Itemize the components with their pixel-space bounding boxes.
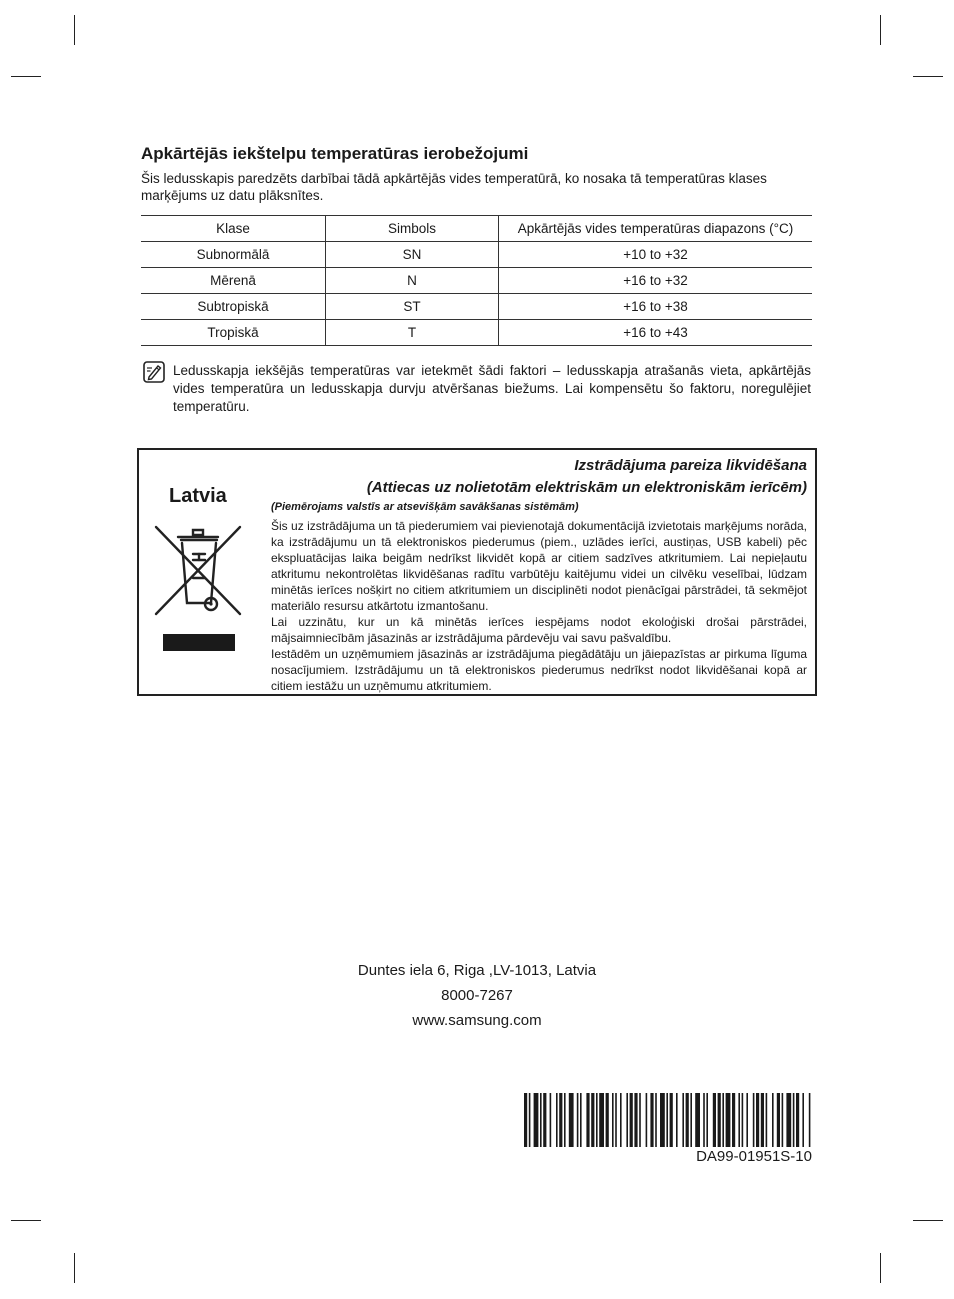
barcode-bar xyxy=(718,1093,721,1147)
barcode-bar xyxy=(796,1093,799,1147)
table-row xyxy=(141,320,812,346)
cell-range: +16 to +32 xyxy=(499,268,813,294)
barcode-bar xyxy=(529,1093,531,1147)
barcode-bar xyxy=(726,1093,731,1147)
address: Duntes iela 6, Riga ,LV-1013, Latvia xyxy=(357,962,597,979)
barcode-bar xyxy=(591,1093,594,1147)
crop-mark xyxy=(913,1220,943,1221)
column-header-symbol: Simbols xyxy=(326,216,499,242)
cell-range: +16 to +43 xyxy=(499,320,813,346)
barcode-bar xyxy=(756,1093,759,1147)
barcode-bar xyxy=(706,1093,708,1147)
cell-symbol: ST xyxy=(326,294,499,320)
barcode-bar xyxy=(634,1093,637,1147)
weee-applicability-note: (Piemērojams valstīs ar atsevišķām savākšanas sistēmām) xyxy=(271,501,579,513)
weee-paragraph: Iestādēm un uzņēmumiem jāsazinās ar izstrādājuma piegādātāju un jāiepazīstas ar pirkuma līguma nosacījumiem. Izstrādājumu un tā elektroniskos piederumus nedrīkst nodot likvidēšanai kopā ar citiem iestāžu un uzņēmumu atkritumiem. xyxy=(271,647,807,693)
barcode-bar xyxy=(524,1093,527,1147)
weee-title-line1: Izstrādājuma pareiza likvidēšana xyxy=(574,457,807,474)
phone-number: 8000-7267 xyxy=(441,987,513,1004)
column-header-class: Klase xyxy=(141,216,326,242)
cell-class: Subtropiskā xyxy=(141,294,326,320)
barcode-bar xyxy=(615,1093,617,1147)
barcode-bar xyxy=(676,1093,678,1147)
note-text: Ledusskapja iekšējās temperatūras var ietekmēt šādi faktori – ledusskapja atrašanās vieta, apkārtējās vides temperatūra un ledusskapja durvju atvēršanas biežums. Lai kompensētu šo faktoru, noregulējiet temperatūru. xyxy=(173,363,811,414)
barcode-bar xyxy=(703,1093,705,1147)
barcode-bar xyxy=(580,1093,582,1147)
cell-class: Mērenā xyxy=(141,268,326,294)
barcode-bar xyxy=(559,1093,562,1147)
barcode-bar xyxy=(540,1093,542,1147)
note-pencil-icon xyxy=(143,361,165,383)
barcode-bar xyxy=(738,1093,740,1147)
barcode-bar xyxy=(777,1093,780,1147)
table-header-row xyxy=(141,216,812,242)
cell-range: +10 to +32 xyxy=(499,242,813,268)
weee-title xyxy=(271,455,807,499)
barcode-bar xyxy=(713,1093,716,1147)
barcode-bar xyxy=(543,1093,546,1147)
document-code: DA99-01951S-10 xyxy=(696,1148,812,1165)
barcode-bar xyxy=(606,1093,609,1147)
barcode-bar xyxy=(666,1093,668,1147)
website-link[interactable]: www.samsung.com xyxy=(412,1012,542,1029)
barcode-bar xyxy=(722,1093,724,1147)
country-label: Latvia xyxy=(169,485,227,507)
crop-mark xyxy=(880,1253,881,1283)
barcode-bar xyxy=(612,1093,614,1147)
barcode-bar xyxy=(596,1093,598,1147)
barcode-bar xyxy=(682,1093,684,1147)
barcode-bar xyxy=(782,1093,784,1147)
cell-class: Subnormālā xyxy=(141,242,326,268)
barcode-bar xyxy=(630,1093,633,1147)
crop-mark xyxy=(913,76,943,77)
cell-symbol: SN xyxy=(326,242,499,268)
table-row xyxy=(141,242,812,268)
weee-paragraph: Šis uz izstrādājuma un tā piederumiem vai pievienotajā dokumentācijā izvietotais marķējums norāda, ka izstrādājumu un tā elektroniskos piederumus (piem., uzlādes ierīci, austiņas, USB kabeli) pēc ekspluatācijas laika beigām nedrīkst likvidēt kopā ar citiem sadzīves atkritumiem. Lai nepieļautu atkritumu nekontrolētas likvidēšanas radītu varbūtēju kaitējumu videi un cilvēku veselībai, lūdzam minētās ierīces nošķirt no citiem atkritumiem un disciplinēti nodot pienācīgai pārstrādei, tā sekmējot materiālo resursu atkārtotu izmantošanu. xyxy=(271,519,807,613)
barcode-bar xyxy=(564,1093,566,1147)
crop-mark xyxy=(74,1253,75,1283)
section-title: Apkārtējās iekštelpu temperatūras ierobežojumi xyxy=(141,144,529,163)
weee-body xyxy=(271,518,807,694)
barcode-bar xyxy=(620,1093,622,1147)
temperature-class-table xyxy=(141,215,812,346)
barcode-bar xyxy=(550,1093,552,1147)
barcode-bar xyxy=(556,1093,558,1147)
barcode-bar xyxy=(786,1093,791,1147)
crossed-out-wheelie-bin-icon xyxy=(153,524,243,618)
crop-mark xyxy=(880,15,881,45)
weee-title-line2: (Attiecas uz nolietotām elektriskām un elektroniskām ierīcēm) xyxy=(366,479,807,496)
barcode-bar xyxy=(766,1093,768,1147)
column-header-range: Apkārtējās vides temperatūras diapazons (°C) xyxy=(499,216,813,242)
barcode-bar xyxy=(670,1093,673,1147)
weee-paragraph: Lai uzzinātu, kur un kā minētās ierīces iespējams nodot ekoloģiski drošai pārstrādei, mājsaimniecībām jāsazinās ar izstrādājuma pārdevēju vai savu pašvaldību. xyxy=(271,615,807,645)
barcode-bar xyxy=(695,1093,700,1147)
black-bar xyxy=(163,634,235,651)
barcode-bar xyxy=(655,1093,657,1147)
barcode-bar xyxy=(569,1093,574,1147)
barcode-bar xyxy=(686,1093,689,1147)
table-row xyxy=(141,294,812,320)
intro-text: Šis ledusskapis paredzēts darbībai tādā apkārtējās vides temperatūrā, ko nosaka tā temperatūras klases marķējums uz datu plāksnītes. xyxy=(141,171,767,203)
barcode-bar xyxy=(577,1093,579,1147)
barcode-bar xyxy=(772,1093,774,1147)
barcode-bar xyxy=(599,1093,604,1147)
barcode-bar xyxy=(660,1093,665,1147)
crop-mark xyxy=(11,76,41,77)
barcode-icon xyxy=(524,1093,812,1147)
barcode-bar xyxy=(534,1093,539,1147)
barcode-bar xyxy=(732,1093,735,1147)
crop-mark xyxy=(74,15,75,45)
barcode-bar xyxy=(802,1093,804,1147)
table-row xyxy=(141,268,812,294)
barcode-bar xyxy=(742,1093,744,1147)
cell-class: Tropiskā xyxy=(141,320,326,346)
barcode-bar xyxy=(626,1093,628,1147)
barcode-bar xyxy=(793,1093,795,1147)
barcode-bar xyxy=(690,1093,692,1147)
barcode-bar xyxy=(753,1093,755,1147)
contact-info xyxy=(0,958,954,1033)
barcode-bar xyxy=(746,1093,748,1147)
cell-symbol: T xyxy=(326,320,499,346)
cell-range: +16 to +38 xyxy=(499,294,813,320)
barcode-bar xyxy=(639,1093,641,1147)
crop-mark xyxy=(11,1220,41,1221)
barcode-bar xyxy=(809,1093,811,1147)
barcode-bar xyxy=(761,1093,764,1147)
barcode-bar xyxy=(586,1093,589,1147)
barcode-bar xyxy=(646,1093,648,1147)
barcode-bar xyxy=(650,1093,653,1147)
cell-symbol: N xyxy=(326,268,499,294)
